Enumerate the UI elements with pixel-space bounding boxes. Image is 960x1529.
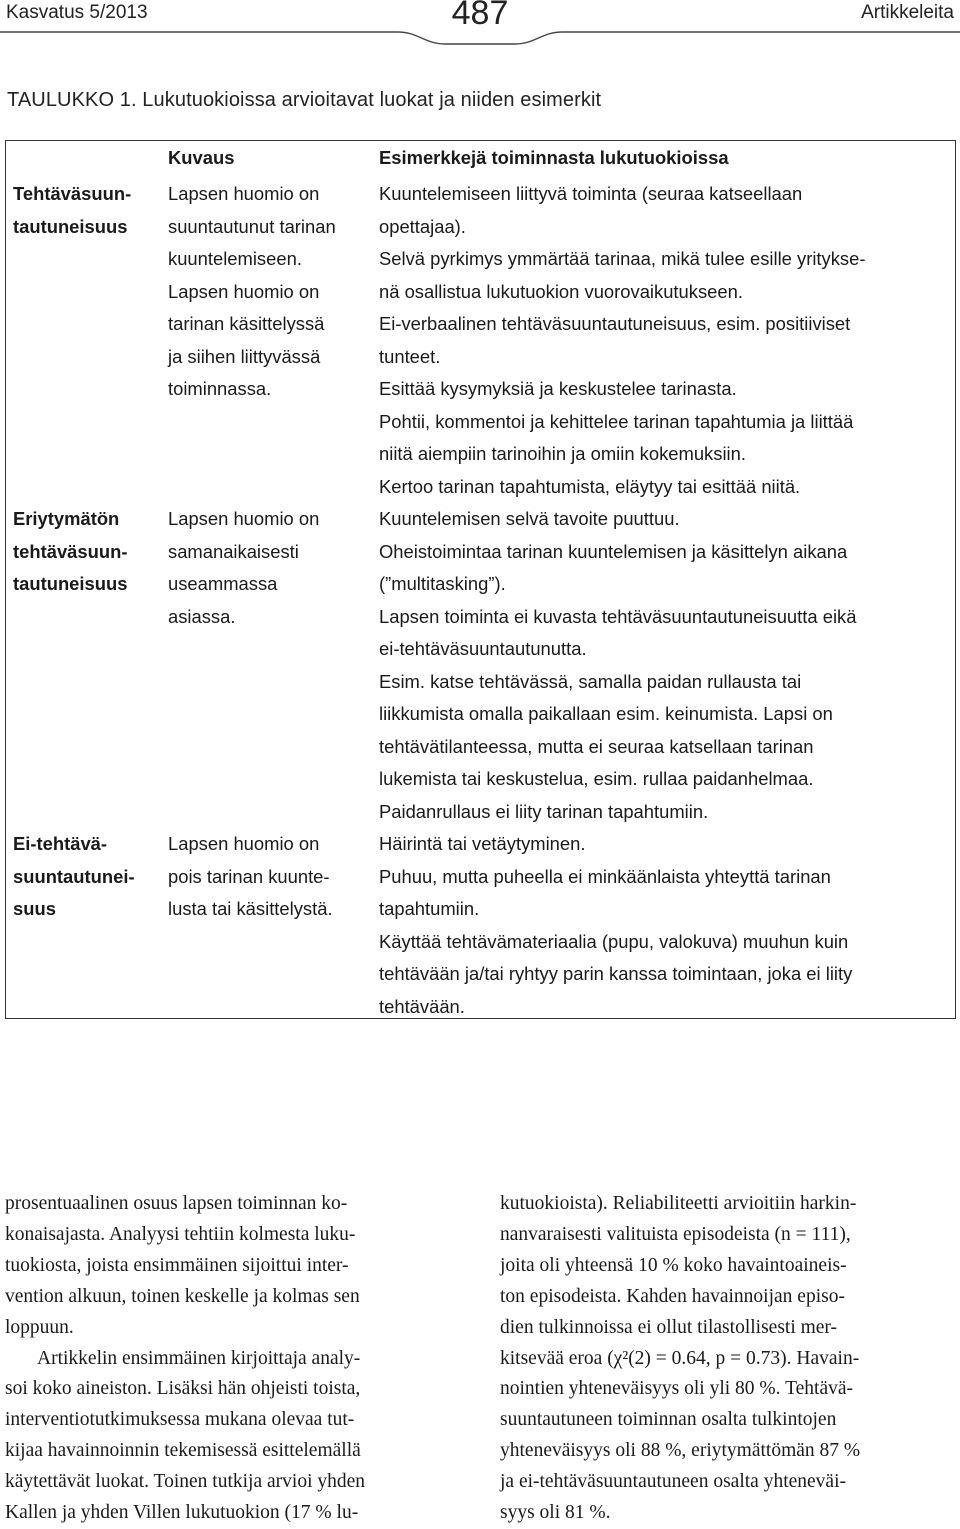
cell-line: asiassa.: [168, 605, 236, 627]
cell-line: liikkumista omalla paikallaan esim. keinumista. Lapsi on: [379, 703, 833, 724]
text-line: syys oli 81 %.: [500, 1502, 611, 1524]
body-left-column: [5, 1189, 465, 1529]
text-line: yhteneväisyys oli 88 %, eriytymättömän 87 %: [500, 1440, 861, 1462]
text-line: Artikkelin ensimmäinen kirjoittaja analy-: [37, 1347, 361, 1369]
cell-line: Lapsen huomio on: [168, 280, 320, 302]
row-category: [13, 828, 161, 926]
body-right-column: [500, 1189, 956, 1529]
text-line: soi koko aineiston. Lisäksi hän ohjeisti toista,: [5, 1378, 361, 1400]
cell-line: Ei-verbaalinen tehtäväsuuntautuneisuus, esim. positiiviset: [379, 313, 851, 334]
cell-line: lukemista tai keskustelua, esim. rullaa paidanhelmaa.: [379, 768, 814, 789]
text-line: ja ei-tehtäväsuuntautuneen osalta yhteneväi-: [500, 1471, 846, 1493]
cell-line: Paidanrullaus ei liity tarinan tapahtumiin.: [379, 800, 709, 822]
cell-line: niitä aiempiin tarinoihin ja omiin kokemuksiin.: [379, 443, 746, 464]
cell-line: tarinan käsittelyssä: [168, 313, 325, 334]
text-line: vention alkuun, toinen keskelle ja kolmas sen: [5, 1285, 360, 1307]
category-table: [5, 140, 956, 1019]
row-description: [168, 828, 373, 926]
text-line: tuokiosta, joista ensimmäinen sijoittui inter-: [5, 1254, 349, 1276]
text-line: nanvaraisesti valituista episodeista (n = 111),: [500, 1223, 851, 1245]
row-examples: [379, 828, 954, 1023]
text-line: kitsevää eroa (χ²(2) = 0.64, p = 0.73). Havain-: [500, 1347, 860, 1369]
cell-line: kuuntelemiseen.: [168, 248, 302, 269]
cell-line: tapahtumiin.: [379, 898, 480, 919]
cell-line: Lapsen toiminta ei kuvasta tehtäväsuuntautuneisuutta eikä: [379, 605, 857, 627]
cell-line: Kertoo tarinan tapahtumista, eläytyy tai esittää niitä.: [379, 475, 801, 497]
cell-line: Selvä pyrkimys ymmärtää tarinaa, mikä tulee esille yritykse-: [379, 248, 866, 269]
cell-line: Kuuntelemiseen liittyvä toiminta (seuraa katseellaan: [379, 183, 803, 204]
cell-line: Puhuu, mutta puheella ei minkäänlaista yhteyttä tarinan: [379, 865, 831, 887]
text-line: dien tulkinnoissa ei ollut tilastollisesti mer-: [500, 1316, 838, 1338]
row-category: [13, 178, 161, 243]
cell-line: Eriytymätön: [13, 508, 120, 529]
paragraph: [500, 1189, 956, 1529]
cell-line: tautuneisuus: [13, 215, 128, 237]
row-category: [13, 503, 161, 601]
cell-line: Häirintä tai vetäytyminen.: [379, 833, 586, 854]
text-line: interventiotutkimuksessa mukana olevaa tut-: [5, 1409, 355, 1431]
text-line: konaisajasta. Analyysi tehtiin kolmesta luku-: [5, 1223, 356, 1245]
journal-issue: Kasvatus 5/2013: [6, 2, 148, 23]
cell-line: Esim. katse tehtävässä, samalla paidan rullausta tai: [379, 670, 802, 692]
text-line: suuntautuneen toiminnan osalta tulkintojen: [500, 1409, 837, 1431]
cell-line: ei-tehtäväsuuntautunutta.: [379, 638, 587, 659]
page-header: [0, 0, 960, 50]
cell-line: nä osallistua lukutuokion vuorovaikutukseen.: [379, 280, 743, 302]
cell-line: Oheistoimintaa tarinan kuuntelemisen ja käsittelyn aikana: [379, 540, 848, 562]
cell-line: pois tarinan kuunte-: [168, 865, 330, 887]
cell-line: Pohtii, kommentoi ja kehittelee tarinan tapahtumia ja liittää: [379, 410, 854, 432]
paragraph: [5, 1189, 465, 1344]
cell-line: suuntautunei-: [13, 865, 135, 887]
text-line: käytettävät luokat. Toinen tutkija arvioi yhden: [5, 1471, 366, 1493]
cell-line: tunteet.: [379, 345, 441, 367]
cell-line: ja siihen liittyvässä: [168, 345, 321, 367]
text-line: prosentuaalinen osuus lapsen toiminnan ko-: [5, 1193, 348, 1214]
row-description: [168, 178, 373, 406]
cell-line: Käyttää tehtävämateriaalia (pupu, valokuva) muuhun kuin: [379, 930, 849, 952]
text-line: kijaa havainnoinnin tekemisessä esittelemällä: [5, 1440, 361, 1462]
cell-line: tehtävätilanteessa, mutta ei seuraa katsellaan tarinan: [379, 735, 814, 757]
cell-line: tehtävään ja/tai ryhtyy parin kanssa toimintaan, joka ei liity: [379, 963, 853, 984]
cell-line: Lapsen huomio on: [168, 508, 320, 529]
cell-line: (”multitasking”).: [379, 573, 506, 594]
page-number: 487: [451, 0, 509, 32]
header-description: Kuvaus: [168, 147, 235, 168]
cell-line: suus: [13, 898, 56, 919]
cell-line: useammassa: [168, 573, 278, 594]
text-line: loppuun.: [5, 1316, 74, 1338]
cell-line: tautuneisuus: [13, 573, 128, 594]
cell-line: Tehtäväsuun-: [13, 183, 132, 204]
row-examples: [379, 178, 954, 503]
cell-line: tehtäväsuun-: [13, 540, 128, 562]
cell-line: tehtävään.: [379, 995, 465, 1017]
row-examples: [379, 503, 954, 828]
cell-line: Lapsen huomio on: [168, 183, 320, 204]
cell-line: Esittää kysymyksiä ja keskustelee tarinasta.: [379, 378, 737, 399]
cell-line: samanaikaisesti: [168, 540, 299, 562]
cell-line: toiminnassa.: [168, 378, 272, 399]
cell-line: suuntautunut tarinan: [168, 215, 336, 237]
text-line: Kallen ja yhden Villen lukutuokion (17 % lu-: [5, 1502, 359, 1524]
cell-line: Ei-tehtävä-: [13, 833, 108, 854]
text-line: kutuokioista). Reliabiliteetti arvioitiin harkin-: [500, 1193, 857, 1214]
cell-line: Lapsen huomio on: [168, 833, 320, 854]
header-examples: Esimerkkejä toiminnasta lukutuokioissa: [379, 147, 729, 168]
paragraph: [5, 1344, 465, 1529]
cell-line: lusta tai käsittelystä.: [168, 898, 333, 919]
cell-line: opettajaa).: [379, 215, 466, 237]
text-line: ton episodeista. Kahden havainnoijan episo-: [500, 1285, 845, 1307]
text-line: nointien yhteneväisyys oli yli 80 %. Tehtävä-: [500, 1378, 853, 1400]
section-name: Artikkeleita: [861, 2, 954, 23]
row-description: [168, 503, 373, 633]
text-line: joita oli yhteensä 10 % koko havaintoaineis-: [500, 1254, 847, 1276]
cell-line: Kuuntelemisen selvä tavoite puuttuu.: [379, 508, 680, 529]
table-title: TAULUKKO 1. Lukutuokioissa arvioitavat luokat ja niiden esimerkit: [7, 89, 602, 111]
